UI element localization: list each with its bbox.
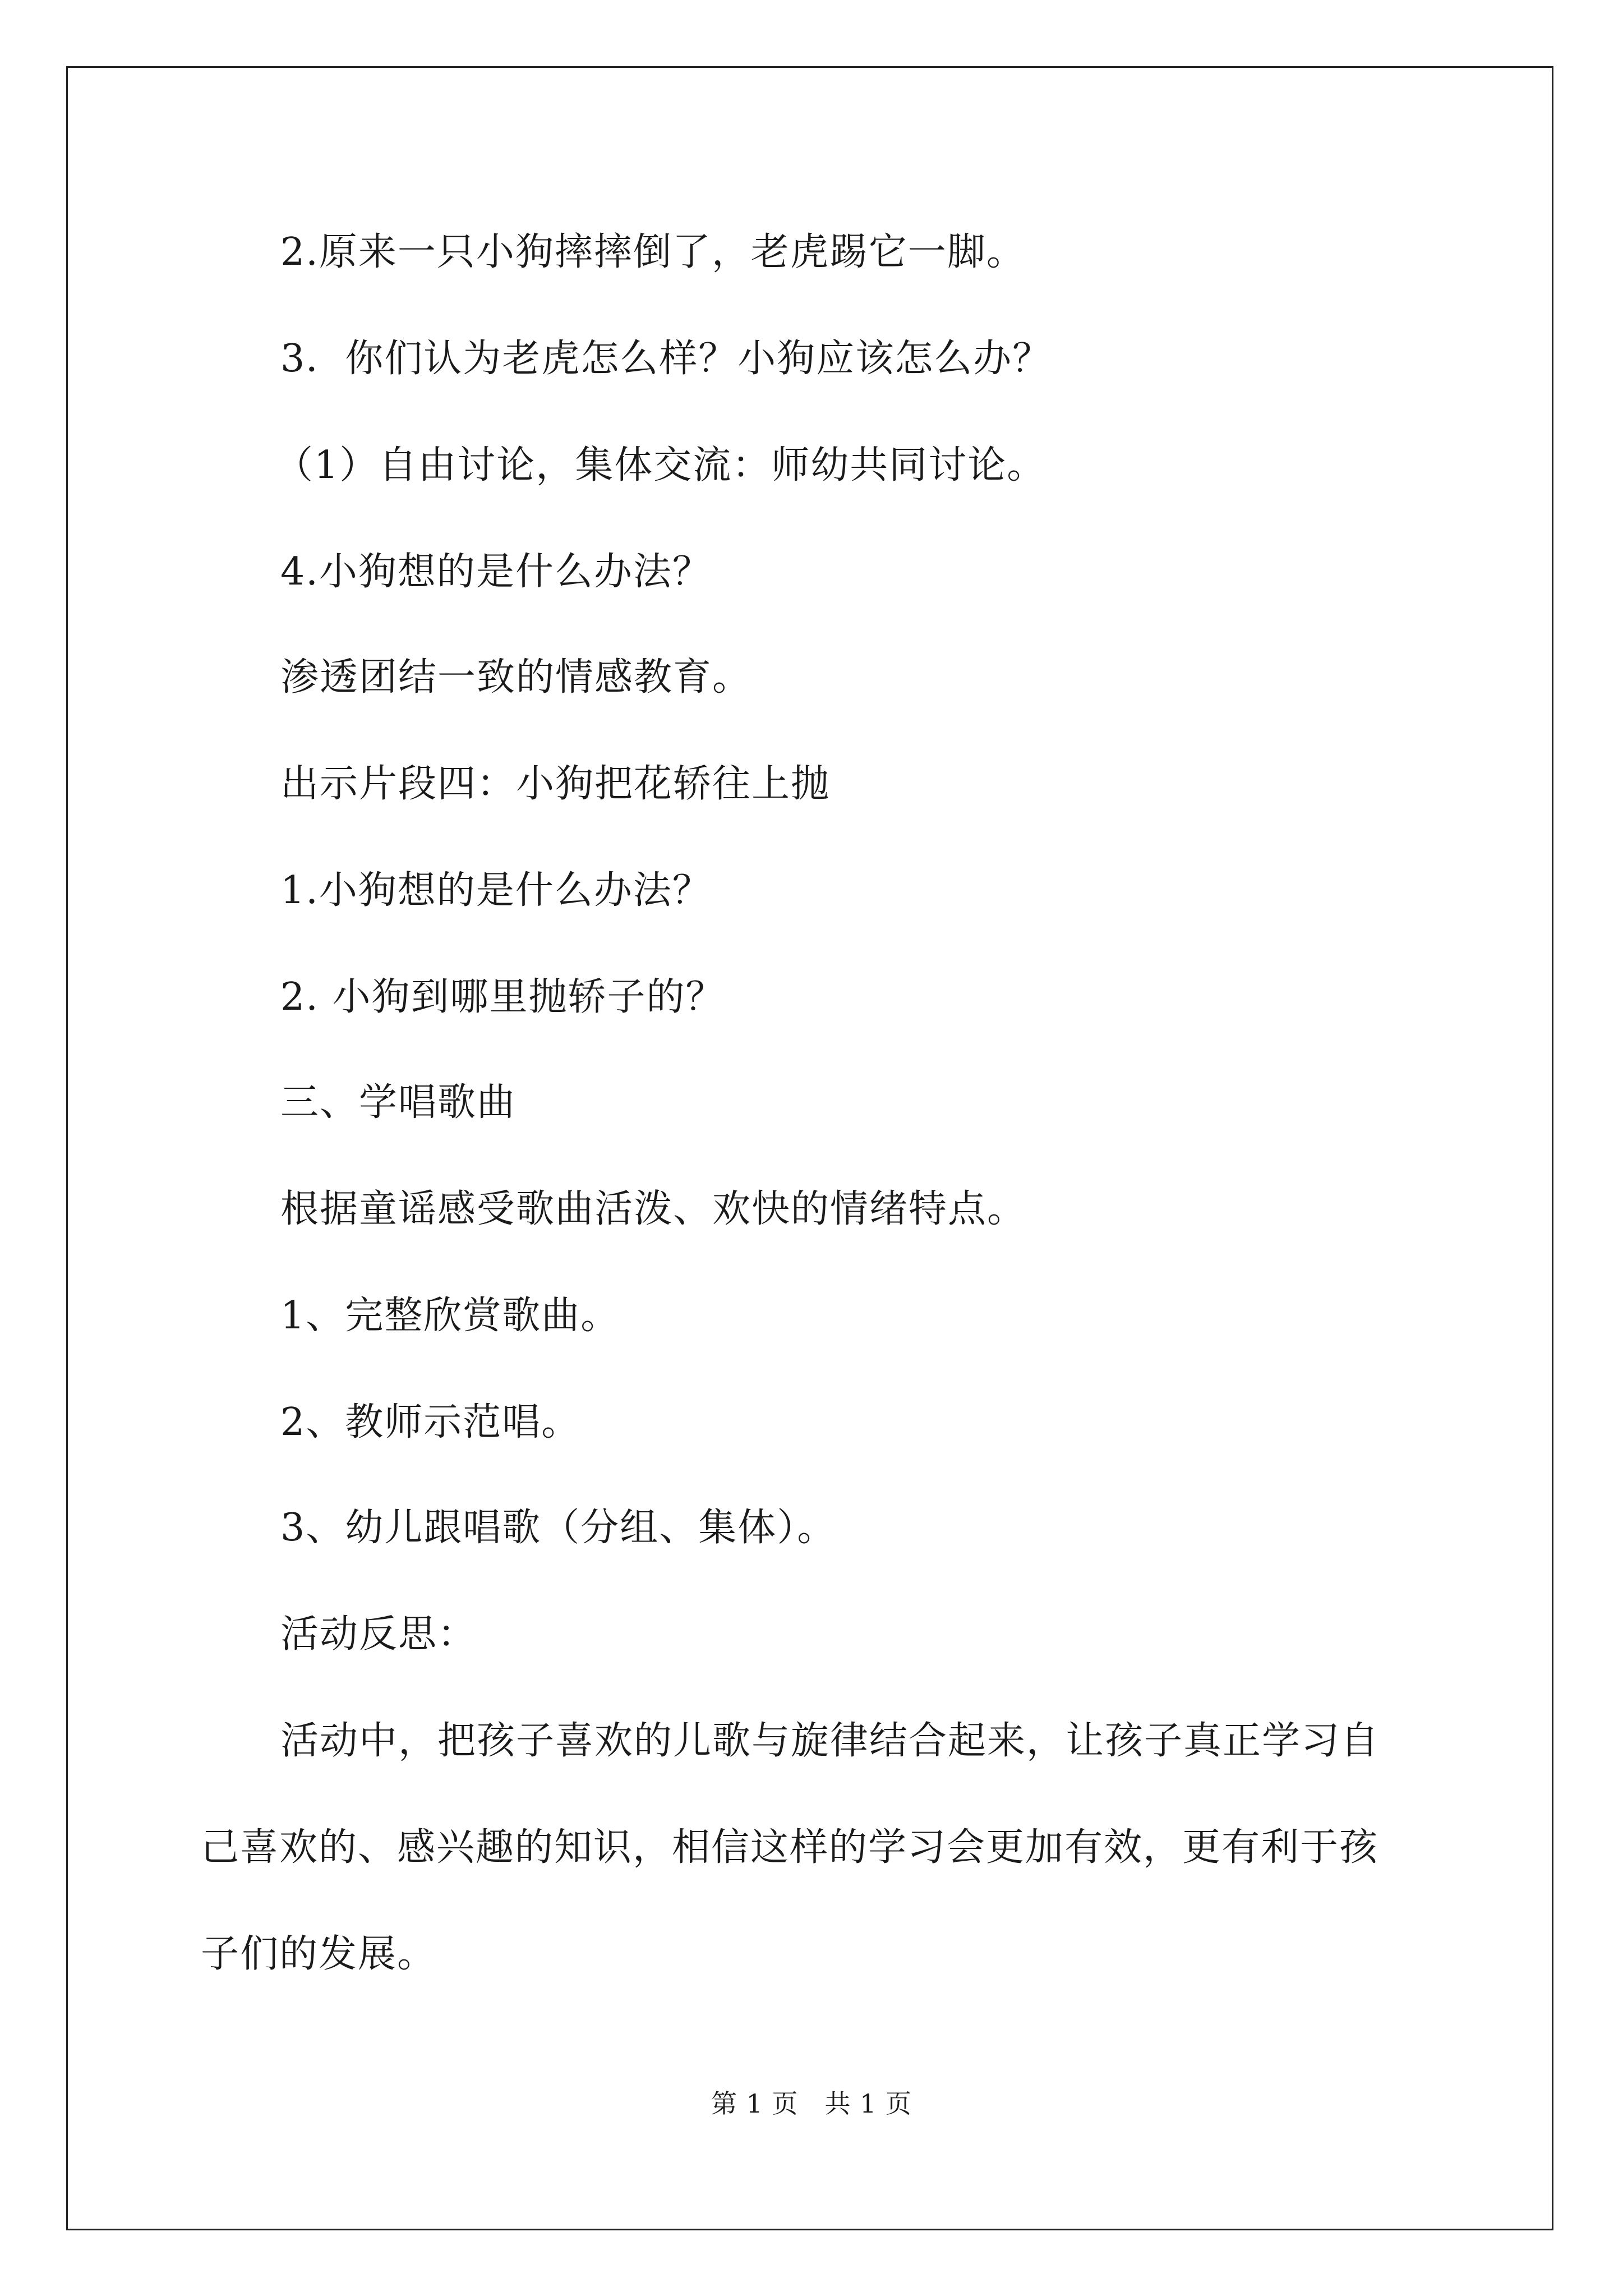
reflection-line-3: 子们的发展。: [201, 1932, 437, 1976]
paragraph-4: 4.小狗想的是什么办法？: [280, 550, 712, 594]
paragraph-11: 2、教师示范唱。: [280, 1400, 581, 1444]
paragraph-6: 出示片段四：小狗把花轿往上抛: [280, 762, 831, 806]
paragraph-3: （1）自由讨论，集体交流：师幼共同讨论。: [275, 443, 1046, 487]
paragraph-10: 1、完整欣赏歌曲。: [280, 1294, 620, 1338]
paragraph-12: 3、幼儿跟唱歌（分组、集体）。: [280, 1506, 837, 1550]
page-border: [66, 66, 1553, 2230]
paragraph-8: 2. 小狗到哪里抛轿子的？: [280, 975, 725, 1019]
paragraph-2: 3．你们认为老虎怎么样？小狗应该怎么办？: [280, 337, 1052, 381]
section-heading: 三、学唱歌曲: [280, 1080, 517, 1125]
paragraph-9: 根据童谣感受歌曲活泼、欢快的情绪特点。: [280, 1187, 1027, 1231]
reflection-line-2: 己喜欢的、感兴趣的知识，相信这样的学习会更加有效，更有利于孩: [201, 1825, 1379, 1870]
paragraph-7: 1.小狗想的是什么办法？: [280, 868, 712, 913]
page-footer: 第 1 页 共 1 页: [711, 2088, 912, 2119]
reflection-line-1: 活动中，把孩子喜欢的儿歌与旋律结合起来，让孩子真正学习自: [280, 1719, 1380, 1763]
paragraph-1: 2.原来一只小狗摔摔倒了，老虎踢它一脚。: [280, 230, 1026, 274]
reflection-heading: 活动反思：: [280, 1612, 477, 1657]
paragraph-5: 渗透团结一致的情感教育。: [280, 655, 752, 700]
